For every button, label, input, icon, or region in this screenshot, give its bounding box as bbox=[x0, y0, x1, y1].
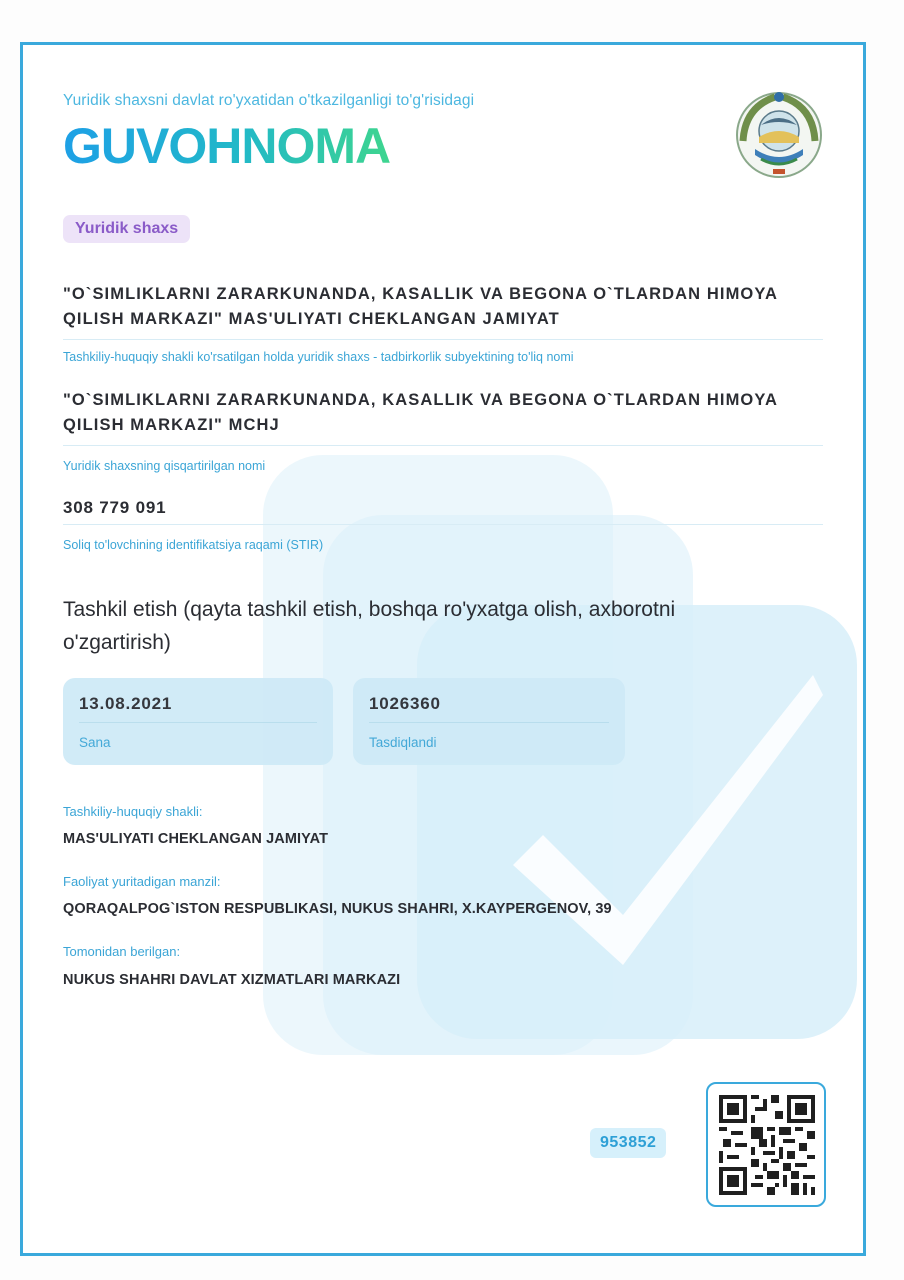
short-name bbox=[63, 388, 778, 438]
full-name-line: QILISH MARKAZI" MAS'ULIYATI CHEKLANGAN JAMIYAT bbox=[63, 310, 560, 328]
approved-card bbox=[353, 678, 625, 765]
full-name-line: "O`SIMLIKLARNI ZARARKUNANDA, KASALLIK VA BEGONA O`TLARDAN HIMOYA bbox=[63, 285, 778, 303]
state-emblem-icon bbox=[731, 85, 827, 181]
address-label: Faoliyat yuritadigan manzil: bbox=[63, 874, 221, 889]
stir-value: 308 779 091 bbox=[63, 498, 167, 517]
issuer-label: Tomonidan berilgan: bbox=[63, 944, 181, 959]
stir-caption: Soliq to'lovchining identifikatsiya raqami (STIR) bbox=[63, 538, 324, 552]
section-title: Tashkil etish (qayta tashkil etish, boshqa ro'yxatga olish, axborotni o'zgartirish) bbox=[63, 598, 676, 654]
short-name-line: QILISH MARKAZI" MCHJ bbox=[63, 416, 280, 434]
document-code: 953852 bbox=[590, 1128, 666, 1158]
document-title: GUVOHNOMA bbox=[63, 118, 391, 174]
card-divider bbox=[369, 722, 609, 723]
document-subtitle: Yuridik shaxsni davlat ro'yxatidan o'tkazilganligi to'g'risidagi bbox=[63, 92, 475, 109]
full-name bbox=[63, 282, 778, 332]
date-card bbox=[63, 678, 333, 765]
entity-type-badge: Yuridik shaxs bbox=[63, 215, 190, 243]
qr-code-frame bbox=[706, 1082, 826, 1207]
date-label: Sana bbox=[79, 735, 111, 750]
legal-form-value: MAS'ULIYATI CHEKLANGAN JAMIYAT bbox=[63, 831, 329, 847]
qr-code-icon bbox=[719, 1095, 815, 1195]
issuer-value: NUKUS SHAHRI DAVLAT XIZMATLARI MARKAZI bbox=[63, 972, 401, 988]
short-name-caption: Yuridik shaxsning qisqartirilgan nomi bbox=[63, 459, 266, 473]
date-value: 13.08.2021 bbox=[79, 694, 173, 713]
divider bbox=[63, 445, 823, 446]
divider bbox=[63, 524, 823, 525]
divider bbox=[63, 339, 823, 340]
certificate-frame bbox=[20, 42, 866, 1256]
full-name-caption: Tashkiliy-huquqiy shakli ko'rsatilgan holda yuridik shaxs - tadbirkorlik subyektining to'liq nomi bbox=[63, 350, 574, 364]
approved-value: 1026360 bbox=[369, 694, 441, 713]
card-divider bbox=[79, 722, 317, 723]
address-value: QORAQALPOG`ISTON RESPUBLIKASI, NUKUS SHAHRI, X.KAYPERGENOV, 39 bbox=[63, 901, 612, 917]
short-name-line: "O`SIMLIKLARNI ZARARKUNANDA, KASALLIK VA BEGONA O`TLARDAN HIMOYA bbox=[63, 391, 778, 409]
approved-label: Tasdiqlandi bbox=[369, 735, 437, 750]
legal-form-label: Tashkiliy-huquqiy shakli: bbox=[63, 804, 203, 819]
